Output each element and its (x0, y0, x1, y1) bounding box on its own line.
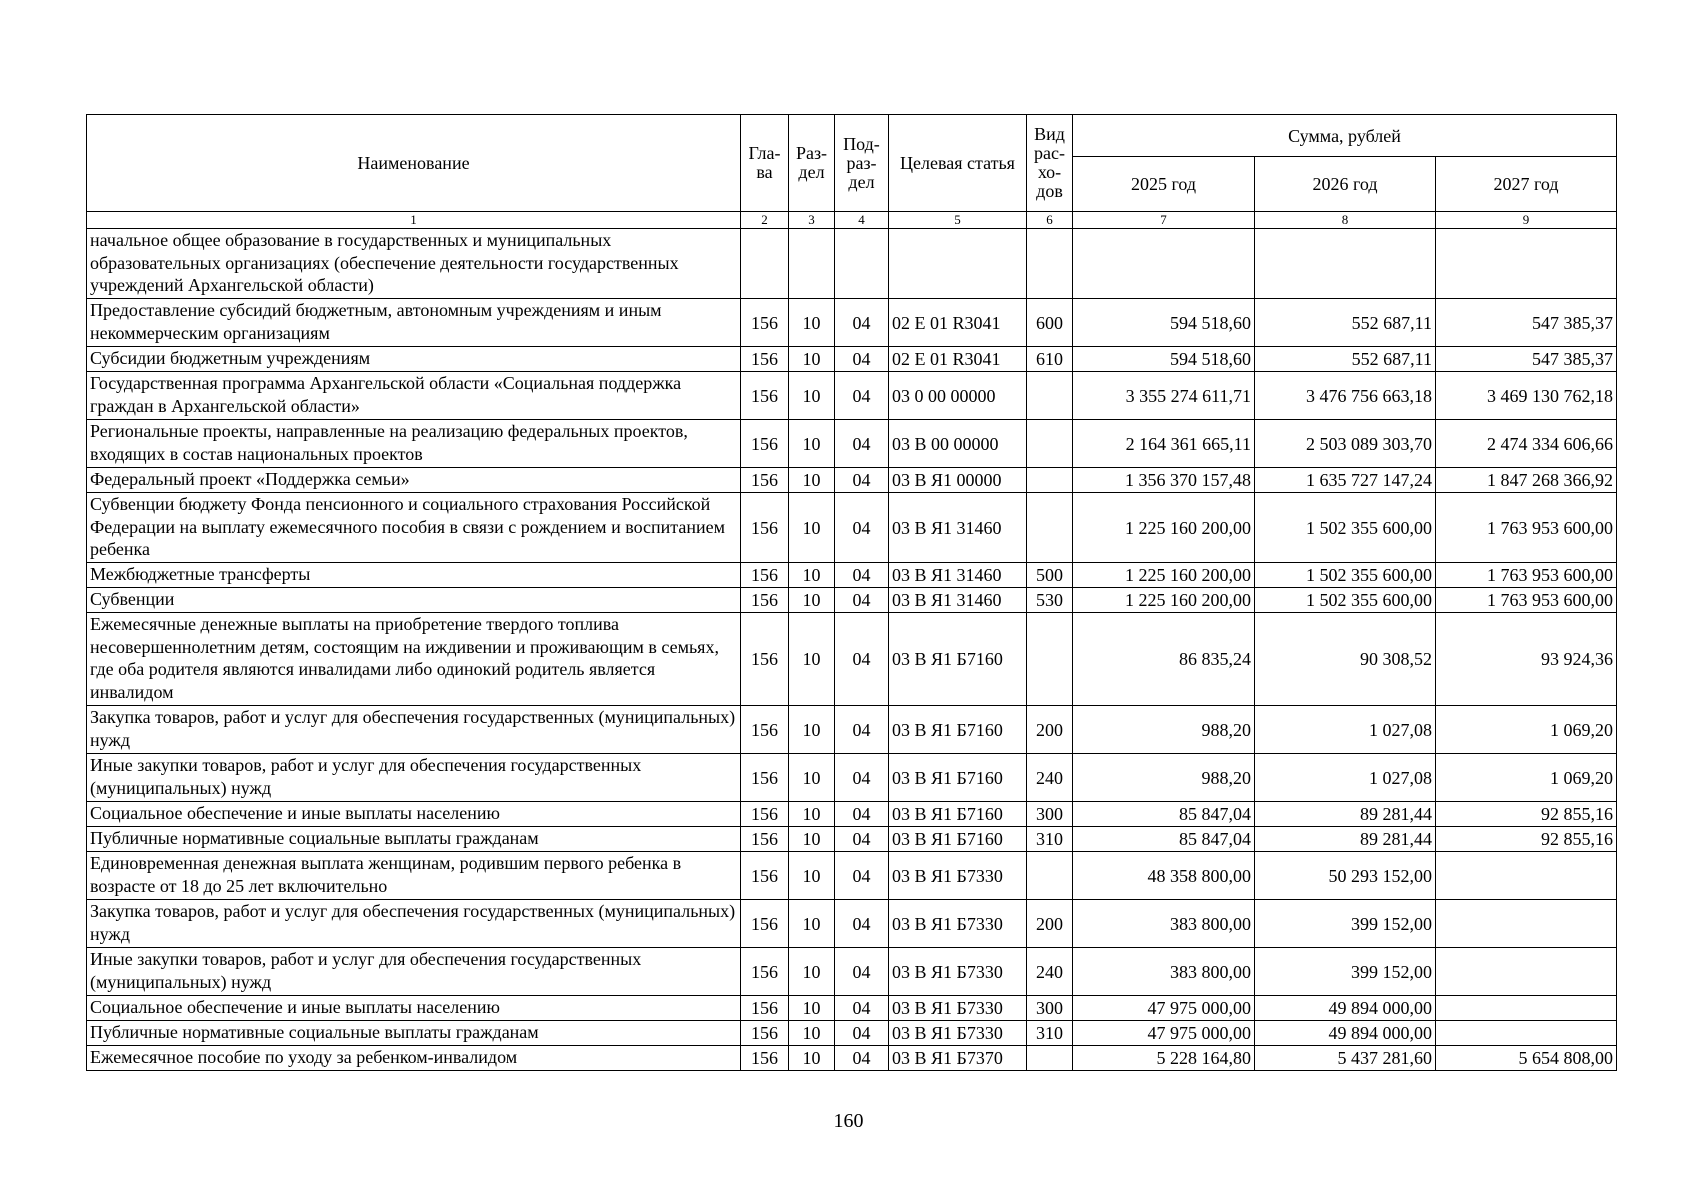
row-sum-2026: 552 687,11 (1255, 347, 1436, 372)
row-glava: 156 (741, 852, 789, 900)
row-sum-2025: 1 225 160 200,00 (1073, 493, 1255, 563)
row-sum-2026: 399 152,00 (1255, 948, 1436, 996)
row-celevaya-statya: 03 В Я1 Б7370 (889, 1046, 1027, 1071)
row-name: Социальное обеспечение и иные выплаты населению (87, 996, 741, 1021)
row-glava: 156 (741, 588, 789, 613)
row-sum-2027: 547 385,37 (1436, 347, 1617, 372)
row-name: Федеральный проект «Поддержка семьи» (87, 468, 741, 493)
row-sum-2027 (1436, 852, 1617, 900)
row-name: Публичные нормативные социальные выплаты гражданам (87, 827, 741, 852)
row-vid-rashodov (1027, 468, 1073, 493)
column-number: 8 (1255, 212, 1436, 229)
row-razdel: 10 (789, 1046, 835, 1071)
row-celevaya-statya: 02 Е 01 R3041 (889, 347, 1027, 372)
row-podrazdel: 04 (835, 1021, 889, 1046)
column-number: 4 (835, 212, 889, 229)
table-row (87, 563, 1617, 588)
row-sum-2025: 1 225 160 200,00 (1073, 588, 1255, 613)
table-row (87, 299, 1617, 347)
row-podrazdel: 04 (835, 948, 889, 996)
row-vid-rashodov (1027, 613, 1073, 706)
row-name: Субвенции бюджету Фонда пенсионного и социального страхования Российской Федерации на выплату ежемесячного пособия в связи с рождением и воспитанием ребенка (87, 493, 741, 563)
row-glava: 156 (741, 372, 789, 420)
row-celevaya-statya: 03 0 00 00000 (889, 372, 1027, 420)
row-razdel (789, 229, 835, 299)
row-vid-rashodov (1027, 420, 1073, 468)
row-sum-2025: 594 518,60 (1073, 347, 1255, 372)
row-name: Иные закупки товаров, работ и услуг для обеспечения государственных (муниципальных) нужд (87, 948, 741, 996)
row-vid-rashodov: 610 (1027, 347, 1073, 372)
row-podrazdel: 04 (835, 827, 889, 852)
row-podrazdel: 04 (835, 754, 889, 802)
row-celevaya-statya: 03 В Я1 Б7160 (889, 613, 1027, 706)
row-sum-2026: 3 476 756 663,18 (1255, 372, 1436, 420)
row-sum-2027: 1 763 953 600,00 (1436, 563, 1617, 588)
row-vid-rashodov (1027, 229, 1073, 299)
row-celevaya-statya: 03 В Я1 Б7160 (889, 802, 1027, 827)
row-razdel: 10 (789, 613, 835, 706)
row-name: Предоставление субсидий бюджетным, автономным учреждениям и иным некоммерческим организациям (87, 299, 741, 347)
row-razdel: 10 (789, 299, 835, 347)
header-vid-rashodov: Вид рас-хо-дов (1027, 115, 1073, 212)
row-name: Ежемесячное пособие по уходу за ребенком-инвалидом (87, 1046, 741, 1071)
table-row (87, 996, 1617, 1021)
row-glava (741, 229, 789, 299)
row-celevaya-statya: 03 В Я1 Б7330 (889, 900, 1027, 948)
column-numbers-row (87, 212, 1617, 229)
row-sum-2025: 3 355 274 611,71 (1073, 372, 1255, 420)
row-sum-2027: 1 763 953 600,00 (1436, 493, 1617, 563)
row-sum-2026: 5 437 281,60 (1255, 1046, 1436, 1071)
row-glava: 156 (741, 802, 789, 827)
row-celevaya-statya: 03 В Я1 31460 (889, 588, 1027, 613)
row-glava: 156 (741, 948, 789, 996)
row-vid-rashodov: 600 (1027, 299, 1073, 347)
row-sum-2026: 1 027,08 (1255, 754, 1436, 802)
table-row (87, 613, 1617, 706)
row-razdel: 10 (789, 563, 835, 588)
row-sum-2025: 1 356 370 157,48 (1073, 468, 1255, 493)
row-name: Государственная программа Архангельской области «Социальная поддержка граждан в Архангельской области» (87, 372, 741, 420)
row-sum-2027: 1 069,20 (1436, 754, 1617, 802)
row-razdel: 10 (789, 1021, 835, 1046)
row-sum-2027: 547 385,37 (1436, 299, 1617, 347)
row-name: Межбюджетные трансферты (87, 563, 741, 588)
row-razdel: 10 (789, 372, 835, 420)
row-celevaya-statya: 03 В Я1 31460 (889, 563, 1027, 588)
row-sum-2027: 93 924,36 (1436, 613, 1617, 706)
row-sum-2027 (1436, 900, 1617, 948)
row-sum-2027: 1 069,20 (1436, 706, 1617, 754)
row-podrazdel: 04 (835, 468, 889, 493)
table-row (87, 588, 1617, 613)
row-sum-2026: 552 687,11 (1255, 299, 1436, 347)
row-podrazdel: 04 (835, 1046, 889, 1071)
row-vid-rashodov: 310 (1027, 1021, 1073, 1046)
column-number: 7 (1073, 212, 1255, 229)
row-podrazdel: 04 (835, 802, 889, 827)
row-glava: 156 (741, 827, 789, 852)
row-vid-rashodov: 310 (1027, 827, 1073, 852)
row-sum-2026: 1 502 355 600,00 (1255, 563, 1436, 588)
header-podrazdel: Под-раз-дел (835, 115, 889, 212)
row-sum-2025: 988,20 (1073, 706, 1255, 754)
row-sum-2027: 1 763 953 600,00 (1436, 588, 1617, 613)
row-sum-2025 (1073, 229, 1255, 299)
row-razdel: 10 (789, 420, 835, 468)
header-celevaya-statya: Целевая статья (889, 115, 1027, 212)
row-glava: 156 (741, 1046, 789, 1071)
row-celevaya-statya: 03 В Я1 Б7330 (889, 996, 1027, 1021)
row-sum-2026: 49 894 000,00 (1255, 1021, 1436, 1046)
table-row (87, 1046, 1617, 1071)
row-razdel: 10 (789, 588, 835, 613)
column-number: 5 (889, 212, 1027, 229)
row-sum-2025: 47 975 000,00 (1073, 1021, 1255, 1046)
table-row (87, 948, 1617, 996)
row-sum-2025: 85 847,04 (1073, 827, 1255, 852)
row-name: Единовременная денежная выплата женщинам, родившим первого ребенка в возрасте от 18 до 25 лет включительно (87, 852, 741, 900)
row-name: Субсидии бюджетным учреждениям (87, 347, 741, 372)
row-celevaya-statya: 02 Е 01 R3041 (889, 299, 1027, 347)
budget-table (86, 114, 1617, 1071)
row-sum-2026: 50 293 152,00 (1255, 852, 1436, 900)
header-year-2025: 2025 год (1073, 157, 1255, 212)
row-podrazdel (835, 229, 889, 299)
row-razdel: 10 (789, 468, 835, 493)
row-sum-2026: 89 281,44 (1255, 802, 1436, 827)
row-celevaya-statya: 03 В 00 00000 (889, 420, 1027, 468)
row-sum-2026: 49 894 000,00 (1255, 996, 1436, 1021)
row-sum-2025: 48 358 800,00 (1073, 852, 1255, 900)
row-sum-2025: 594 518,60 (1073, 299, 1255, 347)
table-header (87, 115, 1617, 229)
table-row (87, 852, 1617, 900)
column-number: 3 (789, 212, 835, 229)
row-sum-2025: 2 164 361 665,11 (1073, 420, 1255, 468)
row-sum-2027 (1436, 996, 1617, 1021)
table-row (87, 420, 1617, 468)
header-name: Наименование (87, 115, 741, 212)
row-vid-rashodov: 240 (1027, 754, 1073, 802)
row-name: Публичные нормативные социальные выплаты гражданам (87, 1021, 741, 1046)
row-celevaya-statya: 03 В Я1 Б7160 (889, 827, 1027, 852)
row-sum-2025: 85 847,04 (1073, 802, 1255, 827)
row-celevaya-statya: 03 В Я1 Б7330 (889, 852, 1027, 900)
header-razdel: Раз-дел (789, 115, 835, 212)
row-podrazdel: 04 (835, 900, 889, 948)
row-vid-rashodov (1027, 372, 1073, 420)
table-row (87, 347, 1617, 372)
table-row (87, 1021, 1617, 1046)
row-sum-2025: 383 800,00 (1073, 900, 1255, 948)
row-sum-2027: 3 469 130 762,18 (1436, 372, 1617, 420)
row-podrazdel: 04 (835, 420, 889, 468)
row-glava: 156 (741, 347, 789, 372)
header-year-2026: 2026 год (1255, 157, 1436, 212)
row-razdel: 10 (789, 900, 835, 948)
row-podrazdel: 04 (835, 493, 889, 563)
row-name: Иные закупки товаров, работ и услуг для обеспечения государственных (муниципальных) нужд (87, 754, 741, 802)
table-row (87, 754, 1617, 802)
row-sum-2027: 2 474 334 606,66 (1436, 420, 1617, 468)
row-sum-2027 (1436, 229, 1617, 299)
row-sum-2027: 1 847 268 366,92 (1436, 468, 1617, 493)
row-sum-2026: 1 502 355 600,00 (1255, 588, 1436, 613)
row-vid-rashodov: 300 (1027, 802, 1073, 827)
column-number: 9 (1436, 212, 1617, 229)
row-podrazdel: 04 (835, 588, 889, 613)
row-vid-rashodov (1027, 493, 1073, 563)
row-vid-rashodov: 240 (1027, 948, 1073, 996)
row-vid-rashodov: 200 (1027, 900, 1073, 948)
row-razdel: 10 (789, 706, 835, 754)
row-razdel: 10 (789, 948, 835, 996)
header-glava: Гла-ва (741, 115, 789, 212)
row-podrazdel: 04 (835, 563, 889, 588)
row-celevaya-statya: 03 В Я1 31460 (889, 493, 1027, 563)
row-sum-2026 (1255, 229, 1436, 299)
table-row (87, 900, 1617, 948)
row-sum-2027 (1436, 1021, 1617, 1046)
row-glava: 156 (741, 613, 789, 706)
row-sum-2026: 1 635 727 147,24 (1255, 468, 1436, 493)
row-razdel: 10 (789, 754, 835, 802)
row-sum-2025: 5 228 164,80 (1073, 1046, 1255, 1071)
row-sum-2027: 5 654 808,00 (1436, 1046, 1617, 1071)
row-razdel: 10 (789, 827, 835, 852)
row-sum-2027 (1436, 948, 1617, 996)
row-glava: 156 (741, 754, 789, 802)
table-row (87, 372, 1617, 420)
row-sum-2026: 1 027,08 (1255, 706, 1436, 754)
row-sum-2025: 47 975 000,00 (1073, 996, 1255, 1021)
row-vid-rashodov: 300 (1027, 996, 1073, 1021)
row-sum-2025: 86 835,24 (1073, 613, 1255, 706)
table-row (87, 229, 1617, 299)
table-row (87, 493, 1617, 563)
table-row (87, 827, 1617, 852)
row-sum-2026: 2 503 089 303,70 (1255, 420, 1436, 468)
row-razdel: 10 (789, 802, 835, 827)
row-sum-2026: 399 152,00 (1255, 900, 1436, 948)
row-glava: 156 (741, 468, 789, 493)
row-celevaya-statya: 03 В Я1 Б7330 (889, 1021, 1027, 1046)
row-razdel: 10 (789, 347, 835, 372)
row-podrazdel: 04 (835, 613, 889, 706)
column-number: 2 (741, 212, 789, 229)
row-sum-2025: 1 225 160 200,00 (1073, 563, 1255, 588)
row-podrazdel: 04 (835, 347, 889, 372)
row-razdel: 10 (789, 493, 835, 563)
row-celevaya-statya: 03 В Я1 Б7330 (889, 948, 1027, 996)
row-celevaya-statya: 03 В Я1 Б7160 (889, 754, 1027, 802)
row-podrazdel: 04 (835, 996, 889, 1021)
row-name: Закупка товаров, работ и услуг для обеспечения государственных (муниципальных) нужд (87, 900, 741, 948)
row-podrazdel: 04 (835, 372, 889, 420)
row-sum-2027: 92 855,16 (1436, 827, 1617, 852)
row-glava: 156 (741, 996, 789, 1021)
row-vid-rashodov: 530 (1027, 588, 1073, 613)
row-name: начальное общее образование в государственных и муниципальных образовательных организациях (обеспечение деятельности государственных учреждений Архангельской области) (87, 229, 741, 299)
header-summa: Сумма, рублей (1073, 115, 1617, 157)
column-number: 1 (87, 212, 741, 229)
row-sum-2026: 90 308,52 (1255, 613, 1436, 706)
header-year-2027: 2027 год (1436, 157, 1617, 212)
table-row (87, 802, 1617, 827)
row-vid-rashodov (1027, 852, 1073, 900)
row-razdel: 10 (789, 996, 835, 1021)
row-glava: 156 (741, 493, 789, 563)
column-number: 6 (1027, 212, 1073, 229)
row-glava: 156 (741, 420, 789, 468)
row-glava: 156 (741, 299, 789, 347)
row-name: Социальное обеспечение и иные выплаты населению (87, 802, 741, 827)
row-sum-2027: 92 855,16 (1436, 802, 1617, 827)
row-celevaya-statya (889, 229, 1027, 299)
row-vid-rashodov: 200 (1027, 706, 1073, 754)
row-sum-2025: 383 800,00 (1073, 948, 1255, 996)
row-name: Ежемесячные денежные выплаты на приобретение твердого топлива несовершеннолетним детям, состоящим на иждивении и проживающим в семьях, где оба родителя являются инвалидами либо одинокий родитель является инвалидом (87, 613, 741, 706)
row-glava: 156 (741, 563, 789, 588)
row-podrazdel: 04 (835, 852, 889, 900)
row-vid-rashodov (1027, 1046, 1073, 1071)
row-name: Субвенции (87, 588, 741, 613)
table-body (87, 229, 1617, 1071)
row-glava: 156 (741, 900, 789, 948)
row-name: Региональные проекты, направленные на реализацию федеральных проектов, входящих в состав национальных проектов (87, 420, 741, 468)
row-vid-rashodov: 500 (1027, 563, 1073, 588)
row-podrazdel: 04 (835, 299, 889, 347)
row-glava: 156 (741, 706, 789, 754)
page-number: 160 (833, 1110, 864, 1132)
row-sum-2025: 988,20 (1073, 754, 1255, 802)
row-podrazdel: 04 (835, 706, 889, 754)
row-name: Закупка товаров, работ и услуг для обеспечения государственных (муниципальных) нужд (87, 706, 741, 754)
row-glava: 156 (741, 1021, 789, 1046)
row-celevaya-statya: 03 В Я1 Б7160 (889, 706, 1027, 754)
row-sum-2026: 89 281,44 (1255, 827, 1436, 852)
row-sum-2026: 1 502 355 600,00 (1255, 493, 1436, 563)
row-razdel: 10 (789, 852, 835, 900)
table-row (87, 468, 1617, 493)
row-celevaya-statya: 03 В Я1 00000 (889, 468, 1027, 493)
table-row (87, 706, 1617, 754)
